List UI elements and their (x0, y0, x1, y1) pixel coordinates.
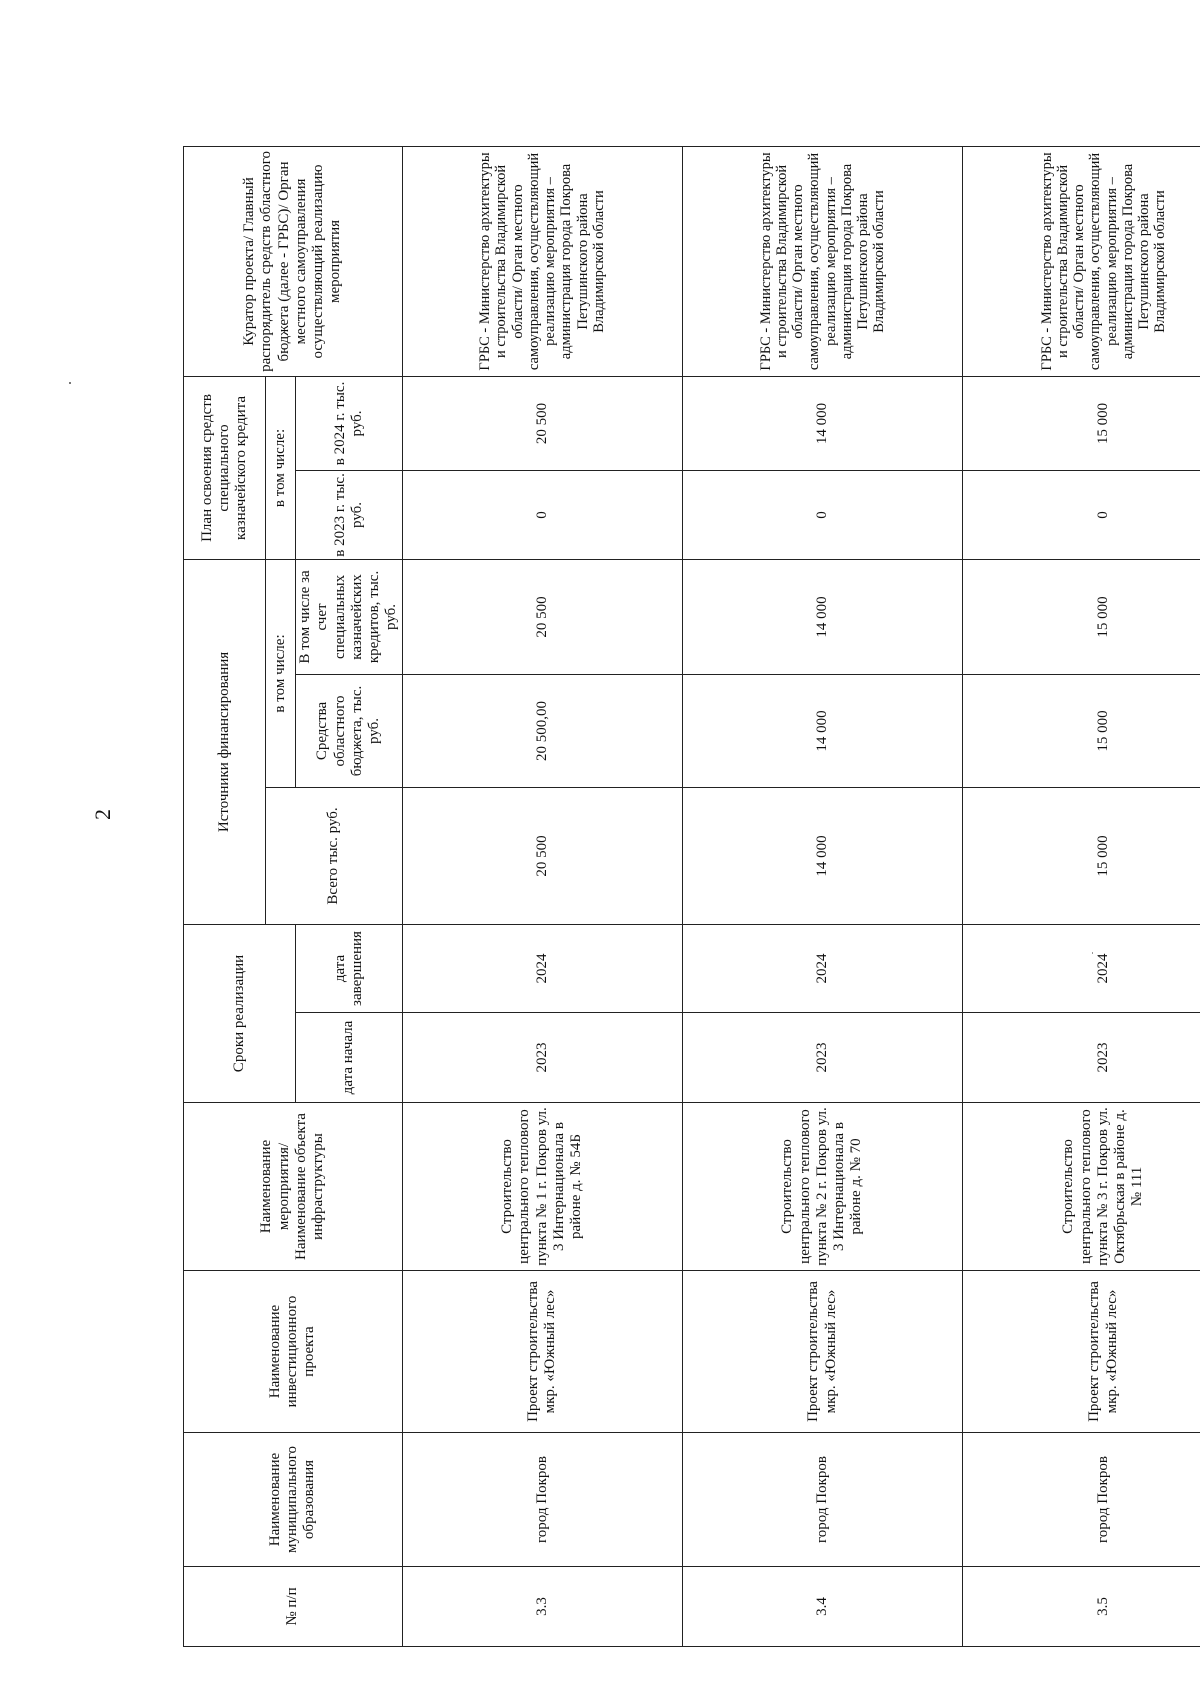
cell-2024: 15 000 (963, 376, 1200, 470)
cell-total: 20 500 (402, 787, 682, 924)
cell-treasury: 15 000 (963, 559, 1200, 674)
header-total: Всего тыс. руб. (266, 787, 403, 924)
financing-table (183, 146, 1200, 1647)
cell-start: 2023 (963, 1013, 1200, 1103)
cell-project: Проект строительства мкр. «Южный лес» (402, 1271, 682, 1433)
cell-2024: 14 000 (682, 376, 962, 470)
header-curator: Куратор проекта/ Главный распорядитель средств областного бюджета (далее - ГРБС)/ Орган местного самоуправления осуществляющий реализацию мероприятия (184, 146, 403, 376)
cell-start: 2023 (682, 1013, 962, 1103)
cell-end: 2024 (963, 924, 1200, 1012)
cell-object: Строительство центрального теплового пункта № 3 г. Покров ул. Октябрьская в районе д. № 111 (963, 1103, 1200, 1271)
page-number: 2 (90, 809, 115, 820)
cell-treasury: 20 500 (402, 559, 682, 674)
cell-start: 2023 (402, 1013, 682, 1103)
header-end: дата завершения (296, 924, 403, 1012)
cell-project: Проект строительства мкр. «Южный лес» (963, 1271, 1200, 1433)
cell-project: Проект строительства мкр. «Южный лес» (682, 1271, 962, 1433)
header-regional: Средства областного бюджета, тыс. руб. (296, 674, 403, 787)
header-sources-incl: в том числе: (266, 559, 296, 787)
cell-municipality: город Покров (682, 1433, 962, 1567)
cell-total: 15 000 (963, 787, 1200, 924)
scan-speck (69, 382, 71, 384)
table-row (682, 146, 962, 1646)
header-start: дата начала (296, 1013, 403, 1103)
header-2023: в 2023 г. тыс. руб. (296, 470, 403, 559)
cell-curator: ГРБС - Министерство архитектуры и строительства Владимирской области/ Орган местного самоуправления, осуществляющий реализацию мероприятия – администрация города Покрова Петушинского района Владимирской области (682, 146, 962, 376)
cell-curator: ГРБС - Министерство архитектуры и строительства Владимирской области/ Орган местного самоуправления, осуществляющий реализацию мероприятия – администрация города Покрова Петушинского района Владимирской области (963, 146, 1200, 376)
cell-2023: 0 (402, 470, 682, 559)
cell-regional: 20 500,00 (402, 674, 682, 787)
header-municipality: Наименование муниципального образования (184, 1433, 403, 1567)
cell-end: 2024 (402, 924, 682, 1012)
cell-object: Строительство центрального теплового пункта № 2 г. Покров ул. 3 Интернационала в районе д. № 70 (682, 1103, 962, 1271)
header-object: Наименование мероприятия/ Наименование объекта инфраструктуры (184, 1103, 403, 1271)
table-row (963, 146, 1200, 1646)
cell-2023: 0 (682, 470, 962, 559)
cell-regional: 15 000 (963, 674, 1200, 787)
cell-end: 2024 (682, 924, 962, 1012)
cell-2023: 0 (963, 470, 1200, 559)
header-num: № п/п (184, 1567, 403, 1647)
cell-num: 3.5 (963, 1567, 1200, 1647)
cell-num: 3.4 (682, 1567, 962, 1647)
header-sources: Источники финансирования (184, 559, 266, 924)
cell-object: Строительство центрального теплового пункта № 1 г. Покров ул. 3 Интернационала в районе д. № 54Б (402, 1103, 682, 1271)
cell-2024: 20 500 (402, 376, 682, 470)
header-plan-incl: в том числе: (266, 376, 296, 559)
cell-curator: ГРБС - Министерство архитектуры и строительства Владимирской области/ Орган местного самоуправления, осуществляющий реализацию мероприятия – администрация города Покрова Петушинского района Владимирской области (402, 146, 682, 376)
header-terms: Сроки реализации (184, 924, 296, 1102)
header-project: Наименование инвестиционного проекта (184, 1271, 403, 1433)
cell-municipality: город Покров (963, 1433, 1200, 1567)
cell-total: 14 000 (682, 787, 962, 924)
header-2024: в 2024 г. тыс. руб. (296, 376, 403, 470)
rotated-table-container (183, 147, 1200, 1647)
header-plan: План освоения средств специального казначейского кредита (184, 376, 266, 559)
cell-municipality: город Покров (402, 1433, 682, 1567)
cell-treasury: 14 000 (682, 559, 962, 674)
cell-num: 3.3 (402, 1567, 682, 1647)
table-row (402, 146, 682, 1646)
header-treasury: В том числе за счет специальных казначейских кредитов, тыс. руб. (296, 559, 403, 674)
cell-regional: 14 000 (682, 674, 962, 787)
